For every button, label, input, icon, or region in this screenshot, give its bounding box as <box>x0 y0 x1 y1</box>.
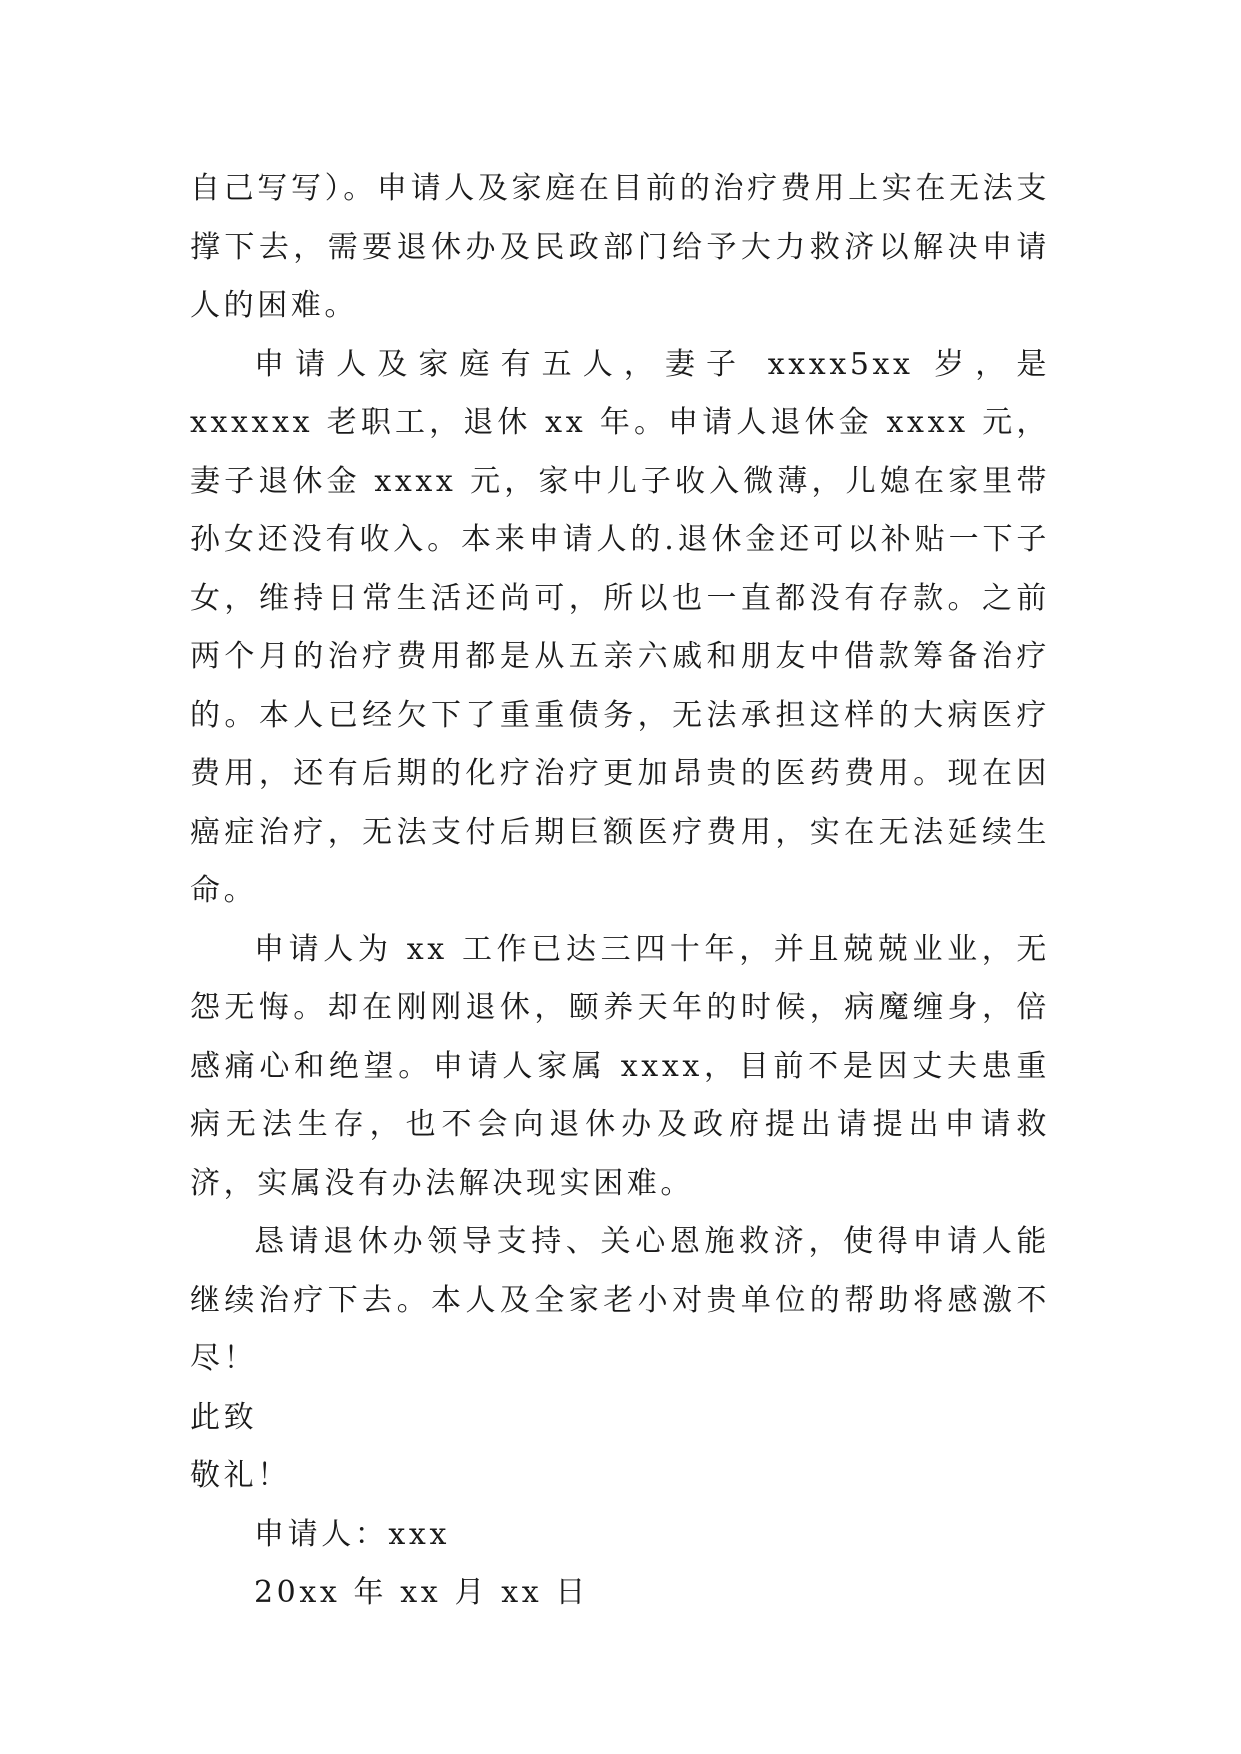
signature-line: 申请人：xxx <box>254 1516 450 1552</box>
document-body <box>190 160 1050 1623</box>
paragraph-1: 自己写写）。申请人及家庭在目前的治疗费用上实在无法支撑下去，需要退休办及民政部门给予大力救济以解决申请人的困难。 <box>190 171 1050 323</box>
paragraph-3: 申请人为 xx 工作已达三四十年，并且兢兢业业，无怨无悔。却在刚刚退休，颐养天年的时候，病魔缠身，倍感痛心和绝望。申请人家属 xxxx，目前不是因丈夫患重病无法生存，也不会向退休办及政府提出请提出申请救济，实属没有办法解决现实困难。 <box>190 931 1050 1201</box>
closing-salutation-1: 此致 <box>190 1399 258 1435</box>
paragraph-4: 恳请退休办领导支持、关心恩施救济，使得申请人能继续治疗下去。本人及全家老小对贵单位的帮助将感激不尽！ <box>190 1224 1050 1376</box>
closing-salutation-2: 敬礼！ <box>190 1458 291 1493</box>
paragraph-2: 申请人及家庭有五人，妻子 xxxx5xx 岁，是 xxxxxx 老职工，退休 xx 年。申请人退休金 xxxx 元，妻子退休金 xxxx 元，家中儿子收入微薄，儿媳在家里带孙女还没有收入。本来申请人的.退休金还可以补贴一下子女，维持日常生活还尚可，所以也一直都没有存款。之前两个月的治疗费用都是从五亲六戚和朋友中借款筹备治疗的。本人已经欠下了重重债务，无法承担这样的大病医疗费用，还有后期的化疗治疗更加昂贵的医药费用。现在因癌症治疗，无法支付后期巨额医疗费用，实在无法延续生命。 <box>190 346 1050 908</box>
date-line: 20xx 年 xx 月 xx 日 <box>254 1575 589 1610</box>
